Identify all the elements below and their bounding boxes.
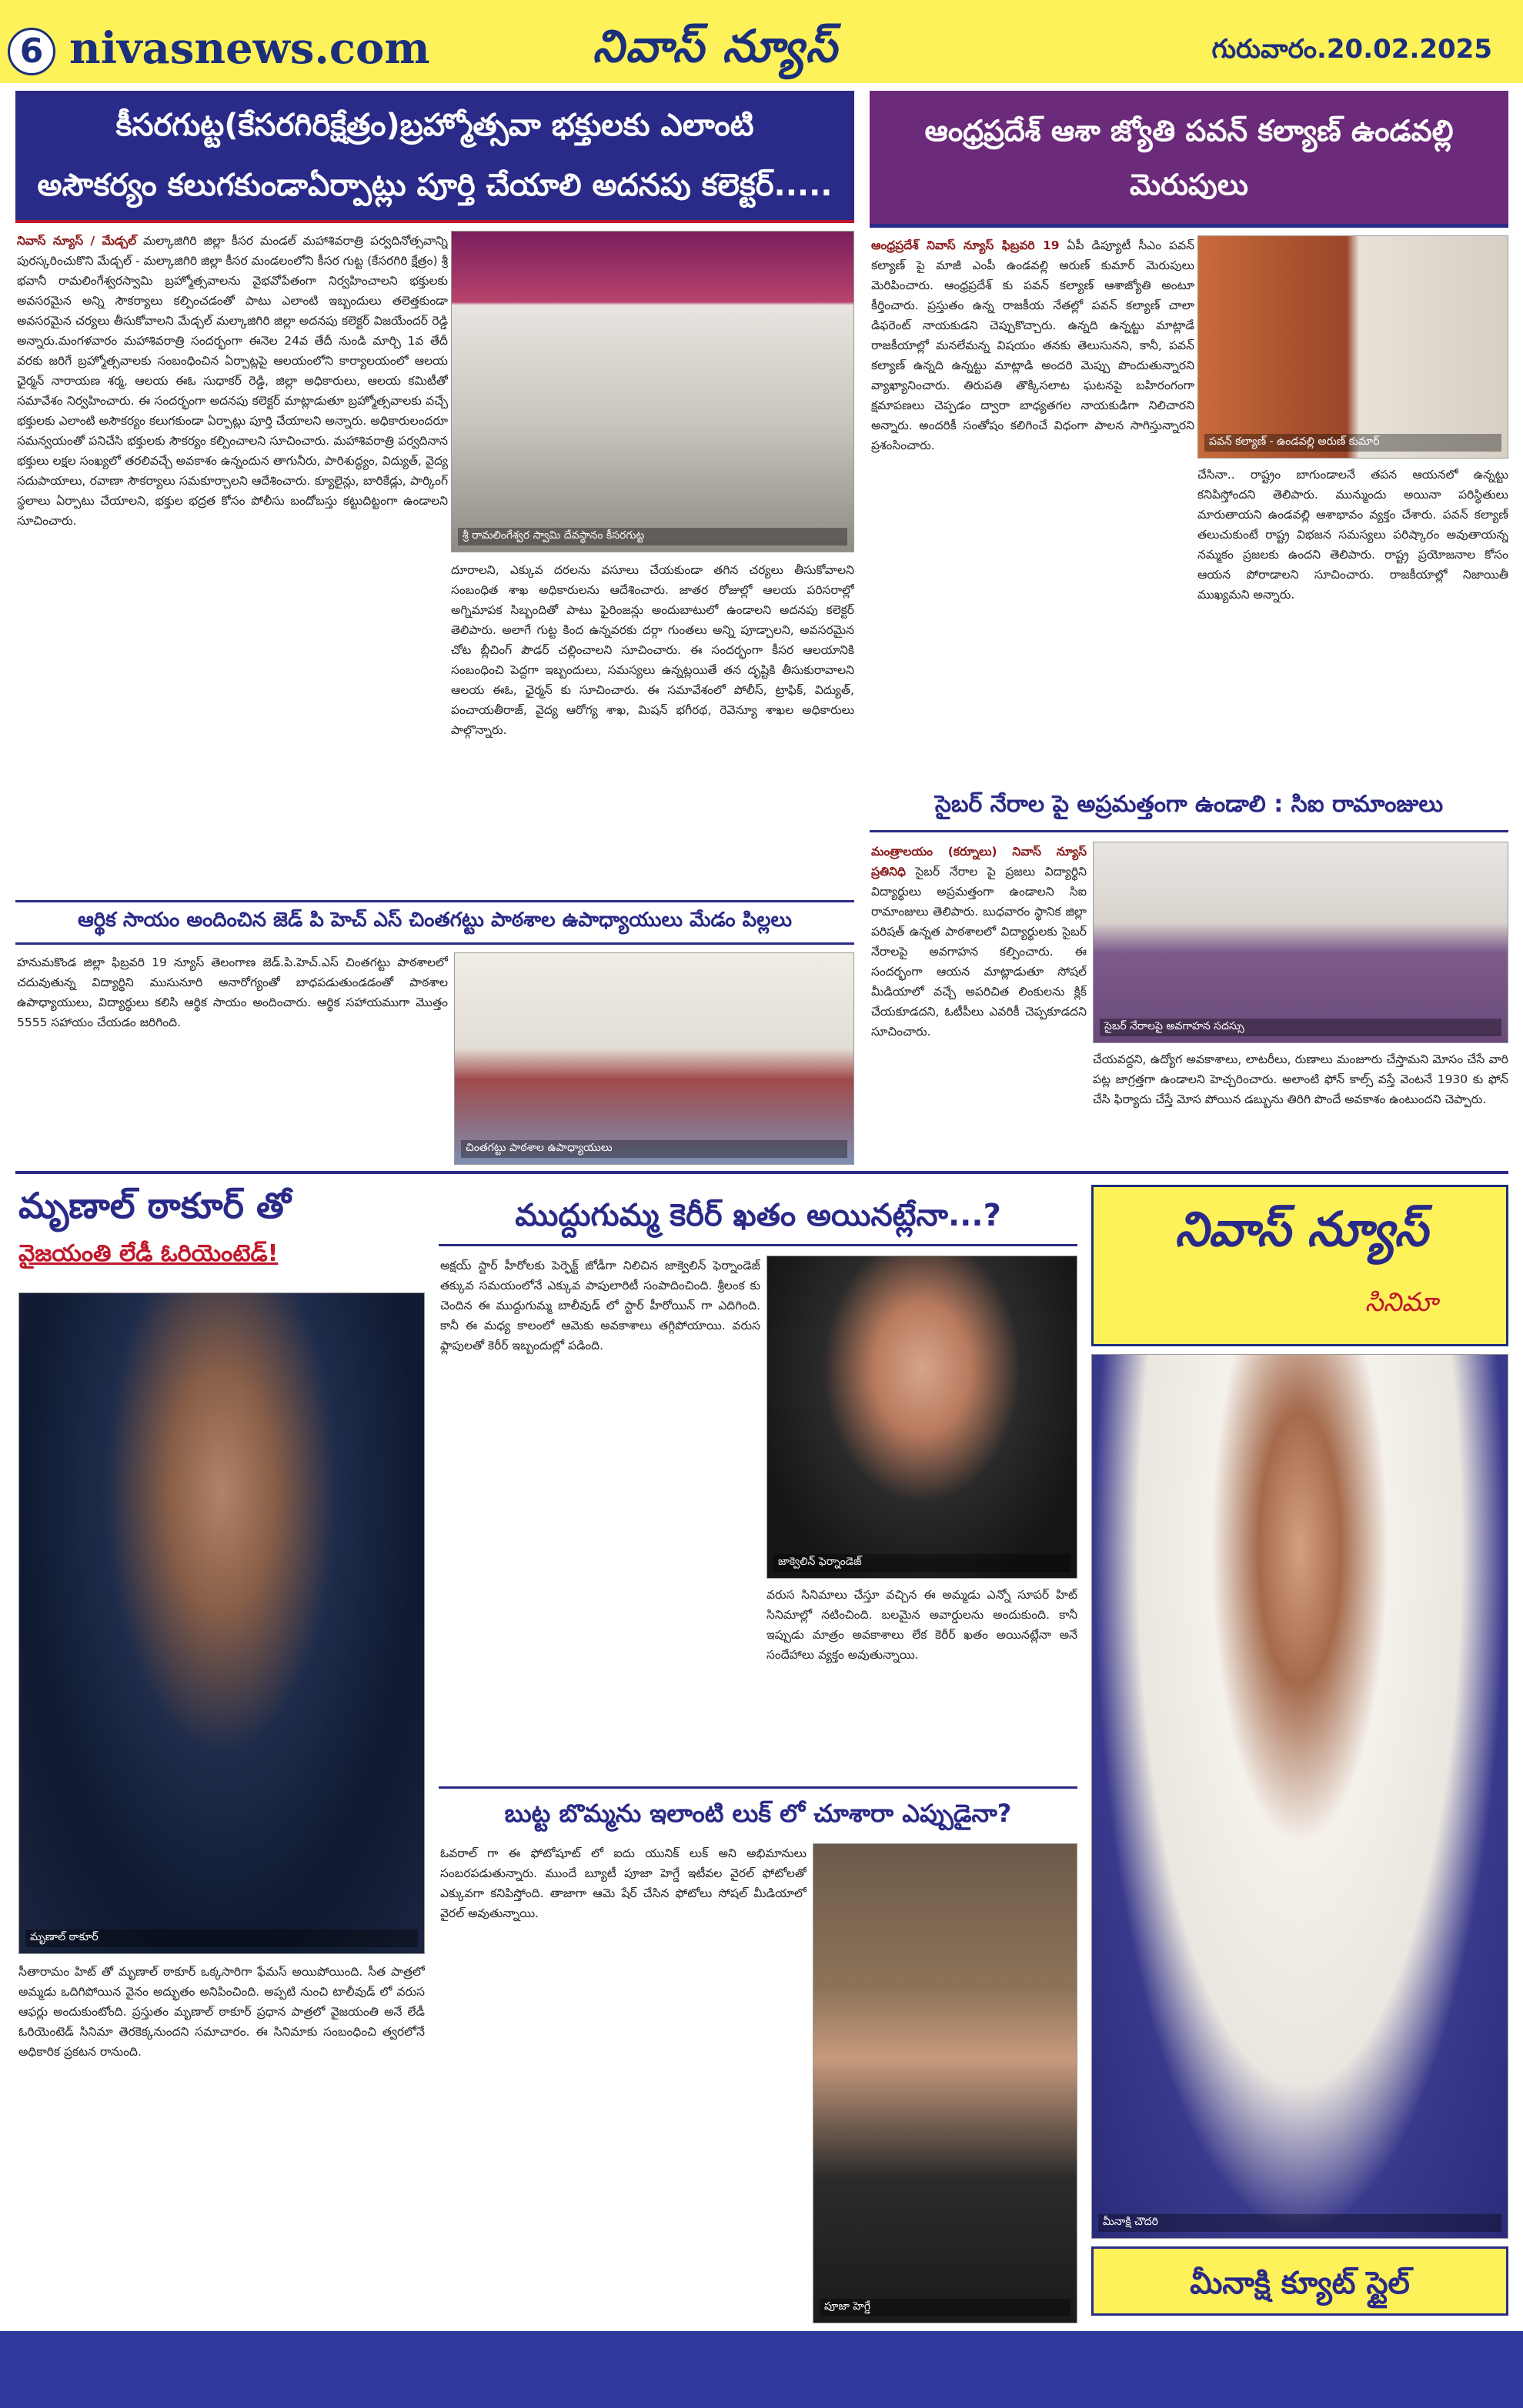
story3-body-right: చేయవద్దని, ఉద్యోగ అవకాశాలు, లాటరీలు, రుణాలు మంజూరు చేస్తామని మోసం చేసే వారి పట్ల జాగ్రత్తగా ఉండాలని హెచ్చరించారు. అలాంటి ఫోన్ కాల్స్ వస్తే వెంటనే 1930 కు ఫోన్ చేసి ఫిర్యాదు చేస్తే మోస పోయిన డబ్బును తిరిగి పొందే అవకాశం ఉంటుందని చెప్పారు. xyxy=(1093,1052,1508,1106)
page-number: 6 xyxy=(8,28,55,75)
cinema-brand-subtitle: సినిమా xyxy=(1364,1287,1438,1318)
story1-headline xyxy=(15,91,854,223)
cinema1-column xyxy=(18,1962,425,2323)
story3-dateline: మంత్రాలయం (కర్నూలు) నివాస్ న్యూస్ ప్రతినిధి xyxy=(871,845,1087,879)
cinema-brand-photo-label: మీనాక్షి చౌదరి xyxy=(1098,2214,1501,2232)
cinema-brand-box xyxy=(1091,1185,1508,1346)
story2-body-col1: ఏపీ డిప్యూటీ సీఎం పవన్ కల్యాణ్ పై మాజీ ఎంపీ ఉండవల్లి అరుణ్ కుమార్ మెరుపులు మెరిపించారు. ఆంధ్రప్రదేశ్ కు పవన్ కల్యాణ్ ఆశాజ్యోతి అంటూ కీర్తించారు. ప్రస్తుతం ఉన్న రాజకీయ నేతల్లో పవన్ కల్యాణ్ చాలా డిఫరెంట్ నాయకుడని చెప్పుకొచ్చారు. ఉన్నది ఉన్నట్టు మాట్లాడే రాజకీయాల్లో మనలేమన్న విషయం తనకు తెలుసునని, కానీ, పవన్ కల్యాణ్ ఉన్నది ఉన్నట్టు మాట్లాడి అందరి మెప్పు పొందుతున్నారని వ్యాఖ్యానించారు. తిరుపతి తొక్కిసలాట ఘటనపై బహిరంగంగా క్షమాపణలు చెప్పడం ద్వారా బాధ్యతగల నాయకుడిగా నిలిచారని అన్నారు. అందరికీ సంతోషం కలిగించే విధంగా పాలన సాగిస్తున్నారని ప్రశంసించారు. xyxy=(871,238,1194,452)
cinema-brand-title: నివాస్ న్యూస్ xyxy=(1174,1201,1428,1257)
story4-headline xyxy=(15,900,854,945)
cinema1-photo-label: మృణాల్ ఠాకూర్ xyxy=(25,1929,418,1947)
cinema3-body: ఓవరాల్ గా ఈ ఫోటోషూట్ లో ఐదు యునిక్ లుక్ అని అభిమానులు సంబరపడుతున్నారు. ముందే బ్యూటీ పూజా హెగ్డే ఇటీవల వైరల్ ఫోటోలతో ఎక్కువగా కనిపిస్తోంది. తాజాగా ఆమె షేర్ చేసిన ఫోటోలు సోషల్ మీడియాలో వైరల్ అవుతున్నాయి. xyxy=(440,1846,807,1920)
story1-dateline: నివాస్ న్యూస్ / మేడ్చల్ xyxy=(17,234,137,248)
page-header xyxy=(0,0,1523,83)
story3-headline xyxy=(870,783,1508,832)
story1-column3 xyxy=(451,560,854,892)
story2-column1 xyxy=(871,235,1194,774)
story1-body-col1: మల్కాజిగిరి జిల్లా కీసర మండల్ మహాశివరాత్రి పర్వదినోత్సవాన్ని పురస్కరించుకొని మేడ్చల్ - మల్కాజిగిరి జిల్లా కీసర మండలంలోని కీసర గుట్ట (కేసరగిరి క్షేత్రం) శ్రీ భవానీ రామలింగేశ్వరస్వామి బ్రహ్మోత్సవాలను వైభవోపేతంగా నిర్వహించాలని భక్తులకు అవసరమైన అన్ని సౌకర్యాలు కల్పించడంతో పాటు ఎలాంటి ఇబ్బందులు తలెత్తకుండా అవసరమైన చర్యలు తీసుకోవాలని మేడ్చల్ మల్కాజిగిరి జిల్లా అదనపు కలెక్టర్ విజయేందర్ రెడ్డి అన్నారు.మంగళవారం మహాశివరాత్రి సందర్భంగా ఈనెల 24వ తేదీ నుండి మార్చి 1వ తేదీ వరకు జరిగే బ్రహ్మోత్సవాలకు సంబంధించిన ఏర్పాట్లపై ఆలయంలోని కార్యాలయంలో ఆలయ ఛైర్మన్ నారాయణ శర్మ, ఆలయ ఈఓ సుధాకర్ రెడ్డి, జిల్లా అధికారులు, ఆలయ కమిటీతో సమావేశం నిర్వహించారు. ఈ సందర్భంగా అదనపు కలెక్టర్ మాట్లాడుతూ బ్రహ్మోత్సవాలకు వచ్చే భక్తులకు ఎలాంటి అసౌకర్యం కలుగకుండా ఏర్పాట్లు పూర్తి చేయాలని అన్నారు. అధికారులందరూ సమన్వయంతో పనిచేసి భక్తులకు సౌకర్యం కల్పించాలని సూచించారు. మహాశివరాత్రి పర్వదినాన భక్తులు లక్షల సంఖ్యలో తరలివచ్చే అవకాశం ఉన్నందున తాగునీరు, పారిశుద్ధ్యం, విద్యుత్, వైద్య సదుపాయాలు, రవాణా సౌకర్యాలు సమకూర్చాలని ఆదేశించారు. క్యూలైన్లు, బారికేడ్లు, పార్కింగ్ స్థలాలు ఏర్పాటు చేయాలని, భక్తుల భద్రత కోసం పోలీసు బందోబస్తు కట్టుదిట్టంగా ఉండాలని సూచించారు. xyxy=(17,234,448,528)
cinema3-headline: బుట్ట బొమ్మను ఇలాంటి లుక్ లో చూశారా ఎప్పుడైనా? xyxy=(439,1786,1077,1836)
story1-body-col3: దూరాలని, ఎక్కువ దరలను వసూలు చేయకుండా తగిన చర్యలు తీసుకోవాలని సంబంధిత శాఖ అధికారులను ఆదేశించారు. జాతర రోజుల్లో ఆలయ పరిసరాల్లో అగ్నిమాపక సిబ్బందితో పాటు ఫైరింజన్లు అందుబాటులో ఉండాలని అదనపు కలెక్టర్ తెలిపారు. అలాగే గుట్ట కింద ఉన్నవరకు దర్గా గుంతలు అన్ని పూడ్చాలని, అవసరమైన చోట బ్లీచింగ్ పౌడర్ చల్లించాలని సూచించారు. ఈ సందర్భంగా కీసర ఆలయానికి సంబంధించి పెద్దగా ఇబ్బందులు, సమస్యలు ఉన్నట్లయితే తన దృష్టికి తీసుకురావాలని ఆలయ ఈఓ, ఛైర్మన్ కు సూచించారు. ఈ సమావేశంలో పోలీస్, ట్రాఫిక్, విద్యుత్, పంచాయతీరాజ్, వైద్య ఆరోగ్య శాఖ, మిషన్ భగీరథ, రెవెన్యూ శాఖల అధికారులు పాల్గొన్నారు. xyxy=(451,563,854,737)
story4-photo xyxy=(454,952,854,1165)
story4-column xyxy=(17,952,448,1165)
story1-headline-line1: కీసరగుట్ట(కేసరగిరిక్షేత్రం)బ్రహ్మోత్సవా భక్తులకు ఎలాంటి xyxy=(115,108,754,143)
story2-body-col2: చేసినా.. రాష్ట్రం బాగుండాలనే తపన ఆయనలో ఉన్నట్టు కనిపిస్తోందని తెలిపారు. మున్ముందు అయినా పరిస్థితులు మారుతాయని ఉండవల్లి ఆశాభావం వ్యక్తం చేశారు. పవన్ కల్యాణ్ తలుచుకుంటే రాష్ట్ర విభజన సమస్యలు పరిష్కారం అవుతాయన్న నమ్మకం ప్రజలకు ఉందని తెలిపారు. రాష్ట్ర ప్రయోజనాల కోసం ఆయన పోరాడాలని సూచించారు. రాజకీయాల్లో నిజాయితీ ముఖ్యమని అన్నారు. xyxy=(1197,468,1508,602)
story3-headline-text: సైబర్ నేరాల పై అప్రమత్తంగా ఉండాలి : సిఐ రామాంజులు xyxy=(934,790,1444,818)
cinema3-column xyxy=(440,1843,807,2323)
cinema2-body-left: అక్షయ్ స్టార్ హీరోలకు పెర్ఫెక్ట్ జోడీగా నిలిచిన జాక్వెలిన్ ఫెర్నాండెజ్ తక్కువ సమయంలోనే ఎక్కువ పాపులారిటీ సంపాదించింది. శ్రీలంక కు చెందిన ఈ ముద్దుగుమ్మ బాలీవుడ్ లో స్టార్ హీరోయిన్ గా ఎదిగింది. కానీ ఈ మధ్య కాలంలో ఆమెకు అవకాశాలు తగ్గిపోయాయి. వరుస ఫ్లాపులతో కెరీర్ ఇబ్బందుల్లో పడింది. xyxy=(440,1259,760,1352)
cinema-brand-photo xyxy=(1091,1354,1508,2239)
story2-column2 xyxy=(1197,465,1508,774)
story4-headline-text: ఆర్థిక సాయం అందించిన జెడ్ పి హెచ్ ఎస్ చింతగట్టు పాఠశాల ఉపాధ్యాయులు మేడం పిల్లలు xyxy=(78,909,792,932)
story3-column2 xyxy=(1093,1049,1508,1165)
story1-column1 xyxy=(17,231,448,892)
cinema2-column2 xyxy=(767,1585,1077,1779)
cinema2-headline: ముద్దుగుమ్మ కెరీర్ ఖతం అయినట్లేనా...? xyxy=(439,1185,1077,1246)
story3-photo-label: సైబర్ నేరాలపై అవగాహన సదస్సు xyxy=(1100,1019,1501,1036)
story4-photo-label: చింతగట్టు పాఠశాల ఉపాధ్యాయులు xyxy=(461,1140,847,1158)
page-footer xyxy=(0,2331,1523,2408)
story3-body: సైబర్ నేరాల పై ప్రజలు విద్యార్థిని విద్యార్థులు అప్రమత్తంగా ఉండాలని సిఐ రామాంజులు తెలిపారు. బుధవారం స్థానిక జిల్లా పరిషత్ ఉన్నత పాఠశాలలో విద్యార్థులకు సైబర్ నేరాలపై అవగాహన కల్పించారు. ఈ సందర్భంగా ఆయన మాట్లాడుతూ సోషల్ మీడియాలో వచ్చే అపరిచిత లింకులను క్లిక్ చేయకూడదని, ఓటీపీలు ఎవరికీ చెప్పకూడదని సూచించారు. xyxy=(871,865,1087,1039)
story2-headline xyxy=(870,91,1508,228)
cinema1-headline-line2: వైజయంతి లేడీ ఓరియెంటెడ్! xyxy=(18,1240,279,1267)
masthead-title: నివాస్ న్యూస్ xyxy=(593,20,839,72)
cinema2-photo-label: జాక్వెలిన్ ఫెర్నాండెజ్ xyxy=(773,1554,1070,1572)
story1-headline-line2: అసౌకర్యం కలుగకుండాఏర్పాట్లు పూర్తి చేయాలి అదనపు కలెక్టర్..... xyxy=(37,168,833,203)
story2-dateline: ఆంధ్రప్రదేశ్ నివాస్ న్యూస్ ఫిబ్రవరి 19 xyxy=(871,238,1060,252)
cinema3-photo-label: పూజా హెగ్డే xyxy=(820,2299,1070,2316)
story2-photo xyxy=(1197,235,1508,459)
story3-column1 xyxy=(871,842,1087,1165)
story4-body: హనుమకొండ జిల్లా ఫిబ్రవరి 19 న్యూస్ తెలంగాణ జెడ్.పి.హెచ్.ఎస్ చింతగట్టు పాఠశాలలో చదువుతున్న విద్యార్థిని ముసునూరి అనారోగ్యంతో బాధపడుతుండడంతో పాఠశాల ఉపాధ్యాయులు, విద్యార్థులు కలిసి ఆర్థిక సాయం అందించారు. ఆర్థిక సహాయముగా మొత్తం 5555 సహాయం చేయడం జరిగింది. xyxy=(17,956,448,1029)
story3-photo xyxy=(1093,842,1508,1043)
cinema2-column1 xyxy=(440,1256,760,1779)
cinema2-body-right: వరుస సినిమాలు చేస్తూ వచ్చిన ఈ అమ్మడు ఎన్నో సూపర్ హిట్ సినిమాల్లో నటించింది. బలమైన అవార్డులను అందుకుంది. కానీ ఇప్పుడు మాత్రం అవకాశాలు లేక కెరీర్ ఖతం అయినట్లేనా అనే సందేహాలు వ్యక్తం అవుతున్నాయి. xyxy=(767,1588,1077,1662)
site-name[interactable]: nivasnews.com xyxy=(69,23,430,74)
story1-photo-label: శ్రీ రామలింగేశ్వర స్వామి దేవస్థానం కీసరగుట్ట xyxy=(458,528,847,545)
cinema2-photo xyxy=(767,1256,1077,1579)
story1-photo xyxy=(451,231,854,552)
cinema1-body: సీతారామం హిట్ తో మృణాల్ ఠాకూర్ ఒక్కసారిగా ఫేమస్ అయిపోయింది. సీత పాత్రలో అమ్మడు ఒదిగిపోయిన వైనం అద్భుతం అనిపించింది. అప్పటి నుంచి టాలీవుడ్ లో వరుస ఆఫర్లు అందుకుంటోంది. ప్రస్తుతం మృణాల్ ఠాకూర్ ప్రధాన పాత్రలో వైజయంతి అనే లేడీ ఓరియెంటెడ్ సినిమా తెరకెక్కనుందని సమాచారం. ఈ సినిమాకు సంబంధించి త్వరలోనే అధికారిక ప్రకటన రానుంది. xyxy=(18,1965,425,2059)
cinema3-photo xyxy=(813,1843,1077,2323)
issue-date: గురువారం.20.02.2025 xyxy=(1211,34,1492,65)
story2-photo-label: పవన్ కల్యాణ్ - ఉండవల్లి అరుణ్ కుమార్ xyxy=(1204,434,1501,452)
cinema1-headline-line1: మృణాల్ ఠాకూర్ తో xyxy=(18,1185,291,1226)
story2-headline-text: ఆంధ్రప్రదేశ్ ఆశా జ్యోతి పవన్ కల్యాణ్ ఉండవల్లి మెరుపులు xyxy=(924,113,1454,202)
section-divider xyxy=(15,1171,1508,1174)
cinema1-photo xyxy=(18,1292,425,1954)
cinema-brand-caption: మీనాక్షి క్యూట్ స్టైల్ xyxy=(1091,2246,1508,2316)
